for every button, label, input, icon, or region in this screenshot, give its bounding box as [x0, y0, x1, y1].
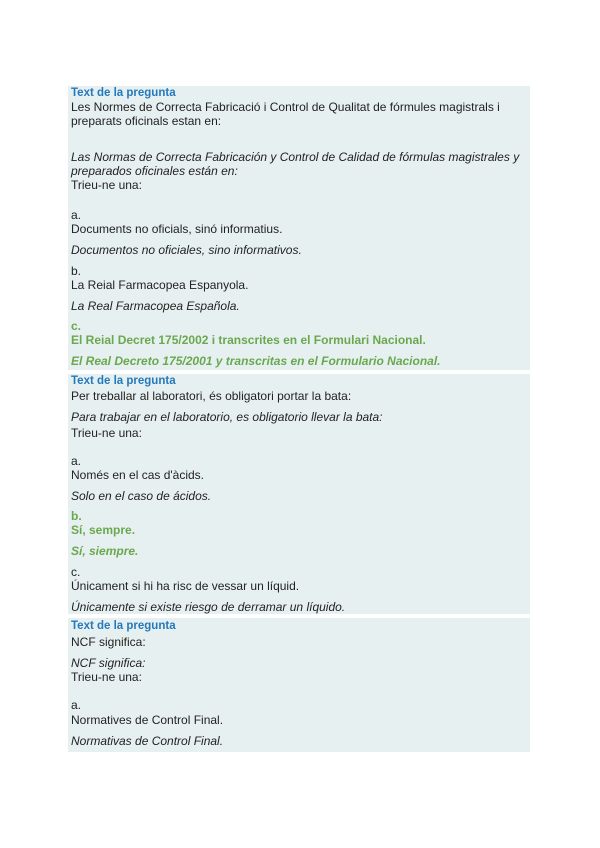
- question-header: Text de la pregunta: [71, 375, 176, 387]
- option-letter: c.: [71, 565, 81, 579]
- question-text: Les Normes de Correcta Fabricació i Control de Qualitat de fórmules magistrals i preparats oficinals estan en:: [71, 100, 500, 128]
- option-text: Documents no oficials, sinó informatius.: [71, 222, 283, 236]
- question-text-translation: NCF significa:: [71, 656, 146, 670]
- question-block-1: [68, 86, 530, 370]
- option-text: La Reial Farmacopea Espanyola.: [71, 278, 249, 292]
- question-text: NCF significa:: [71, 635, 146, 649]
- option-text-translation: Solo en el caso de ácidos.: [71, 489, 212, 503]
- option-letter: c.: [71, 319, 82, 333]
- option-text-translation: La Real Farmacopea Española.: [71, 299, 240, 313]
- option-letter: a.: [71, 454, 82, 468]
- option-text: Només en el cas d'àcids.: [71, 468, 205, 482]
- option-letter: b.: [71, 509, 82, 523]
- option-text-translation: Documentos no oficiales, sino informativos.: [71, 243, 302, 257]
- choose-one-label: Trieu-ne una:: [71, 178, 142, 192]
- option-letter: b.: [71, 264, 82, 278]
- option-text: Únicament si hi ha risc de vessar un líquid.: [71, 579, 300, 593]
- option-text: Sí, sempre.: [71, 523, 136, 537]
- question-text-translation: Las Normas de Correcta Fabricación y Control de Calidad de fórmulas magistrales y preparados oficinales están en:: [71, 150, 520, 178]
- option-text: El Reial Decret 175/2002 i transcrites en el Formulari Nacional.: [71, 333, 426, 347]
- option-text: Normatives de Control Final.: [71, 713, 224, 727]
- question-header: Text de la pregunta: [71, 620, 176, 632]
- option-letter: a.: [71, 208, 82, 222]
- option-letter: a.: [71, 698, 82, 712]
- question-text-translation: Para trabajar en el laboratorio, es obligatorio llevar la bata:: [71, 410, 383, 424]
- choose-one-label: Trieu-ne una:: [71, 426, 142, 440]
- option-text-translation: El Real Decreto 175/2001 y transcritas en el Formulario Nacional.: [71, 354, 441, 368]
- question-header: Text de la pregunta: [71, 87, 176, 99]
- choose-one-label: Trieu-ne una:: [71, 670, 142, 684]
- option-text-translation: Sí, siempre.: [71, 544, 139, 558]
- question-text: Per treballar al laboratori, és obligatori portar la bata:: [71, 389, 352, 403]
- option-text-translation: Normativas de Control Final.: [71, 734, 224, 748]
- option-text-translation: Únicamente si existe riesgo de derramar un líquido.: [71, 600, 346, 614]
- question-block-3: [68, 618, 530, 752]
- question-block-2: [68, 374, 530, 614]
